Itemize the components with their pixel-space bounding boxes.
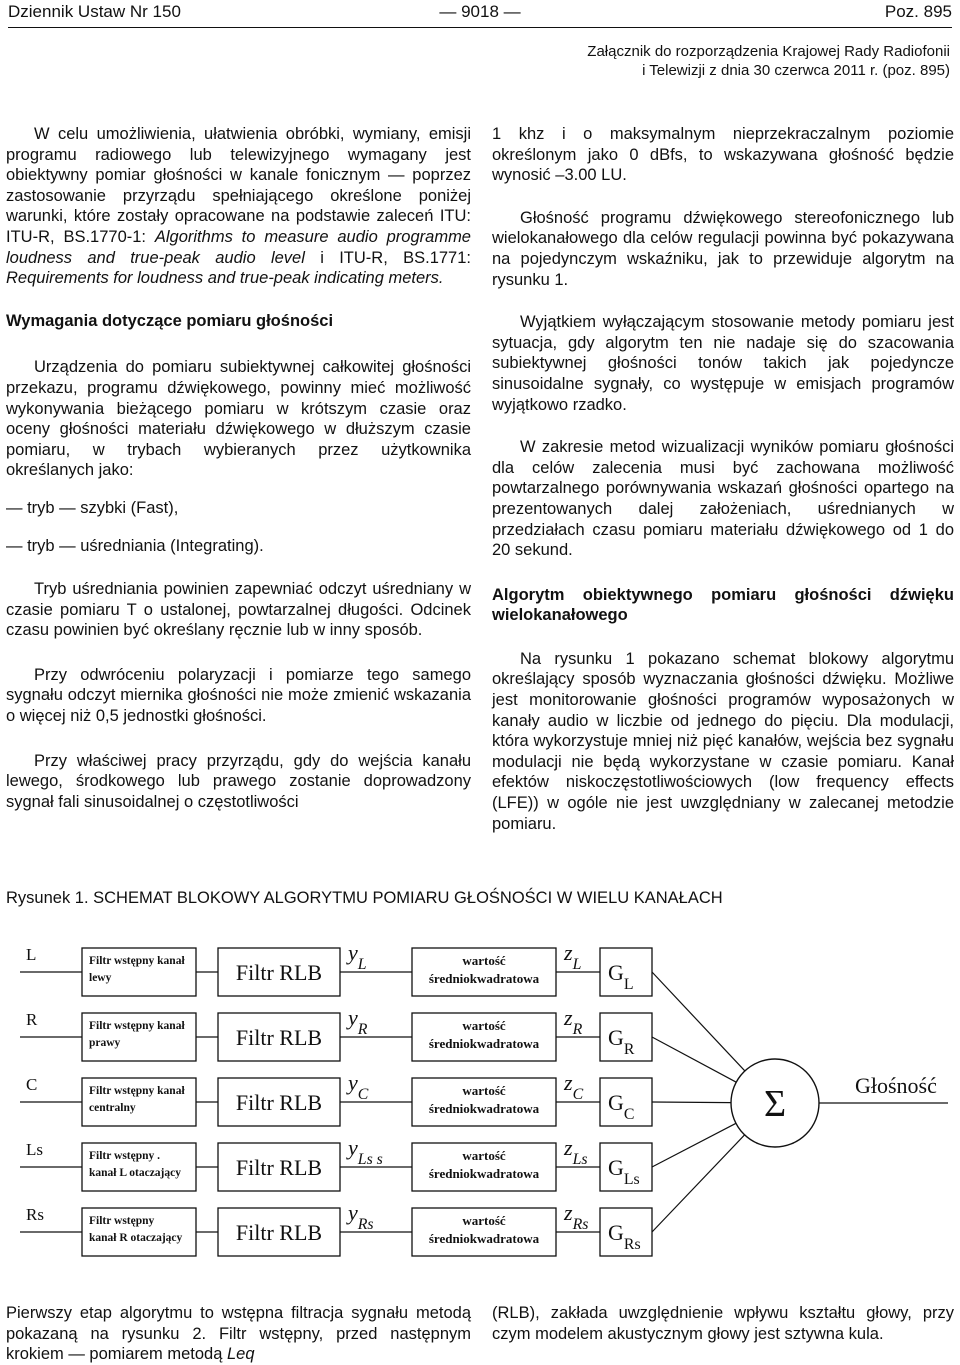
page-number: — 9018 — xyxy=(439,2,521,21)
algorithm-paragraph: Na rysunku 1 pokazano schemat blokowy algorytmu określający sposób wyznaczania głośności dźwięku. Możliwe jest monitorowanie głośności programów wyposażonych w kanały audio w liczbie od jednego do pięciu. Dla modulacji, która wykorzystuje mniej niż pięć kanałów, wejścia bez sygnału modulacji nie będą wykorzystane w czasie pomiaru. Kanał efektów niskoczęstotliwościowych (low frequency effects (LFE)) w ogóle nie jest uwzględniany w zalecanej metodzie pomiaru. xyxy=(492,649,954,833)
z-signal-label: $z_R$ xyxy=(564,1005,583,1038)
right-column xyxy=(492,124,954,834)
channel-input-label: C xyxy=(26,1075,38,1094)
sum-link-line xyxy=(652,1123,736,1167)
intro-mid: i ITU-R, BS.1771: xyxy=(304,248,471,267)
position-number: Poz. 895 xyxy=(884,2,952,21)
y-signal-label: $y_R$ xyxy=(348,1005,368,1038)
sum-link-line xyxy=(652,972,745,1071)
header-rule xyxy=(8,27,952,28)
sine-paragraph: Przy właściwej pracy przyrządu, gdy do wejścia kanału lewego, środkowego lub prawego zostanie doprowadzony sygnał fali sinusoidalnej o częstotliwości xyxy=(6,751,471,811)
prefilter-label-2: centralny xyxy=(89,1102,136,1114)
z-signal-label: $z_C$ xyxy=(564,1070,584,1103)
block-diagram xyxy=(0,928,960,1258)
gain-label: $G_R$ xyxy=(608,1025,635,1058)
intro-paragraph xyxy=(6,124,471,289)
mean-square-label-1: wartość xyxy=(462,953,506,968)
annex-line-1: Załącznik do rozporządzenia Krajowej Rady Radiofonii xyxy=(587,43,950,60)
mean-square-label-1: wartość xyxy=(462,1213,506,1228)
sigma-symbol: Σ xyxy=(763,1083,787,1125)
rlb-label: Filtr RLB xyxy=(235,1025,323,1050)
figure-caption: Rysunek 1. SCHEMAT BLOKOWY ALGORYTMU POMIARU GŁOŚNOŚCI W WIELU KANAŁACH xyxy=(6,889,723,907)
sum-link-line xyxy=(652,1102,731,1103)
mode-fast: — tryb — szybki (Fast), xyxy=(6,498,179,517)
mean-square-label-1: wartość xyxy=(462,1083,506,1098)
rlb-paragraph: (RLB), zakłada uwzględnienie wpływu kształtu głowy, przy czym modelem akustycznym głowy jest sztywna kula. xyxy=(492,1304,954,1343)
prefilter-label-2: kanał R otaczający xyxy=(89,1232,183,1244)
channel-input-label: Ls xyxy=(26,1140,43,1159)
journal-title: Dziennik Ustaw Nr 150 xyxy=(8,2,181,21)
channel-input-label: R xyxy=(26,1010,38,1029)
rlb-label: Filtr RLB xyxy=(235,1155,323,1180)
gain-label: $G_{Ls}$ xyxy=(608,1155,640,1188)
prefilter-label-1: Filtr wstępny xyxy=(89,1215,155,1227)
section-heading-requirements: Wymagania dotyczące pomiaru głośności xyxy=(6,311,334,330)
z-signal-label: $z_L$ xyxy=(564,940,582,973)
mean-square-label-1: wartość xyxy=(462,1148,506,1163)
prefilter-label-2: prawy xyxy=(89,1037,121,1049)
requirements-paragraph: Urządzenia do pomiaru subiektywnej całkowitej głośności przekazu, programu dźwiękowego, powinny mieć możliwość wykonywania bieżącego pomiaru w krótszym czasie oraz oceny głośności materiału dźwiękowego w dłuższym czasie pomiaru, w trybach wybieranych przez użytkownika określanych jako: xyxy=(6,358,471,480)
visualization-paragraph: W zakresie metod wizualizacji wyników pomiaru głośności dla celów zalecenia musi być zachowana możliwość powtarzalnego porównywania wskazań głośności opartego na prezentowanych dalej założeniach, uśrednianych w przedziałach czasu pomiaru materiału dźwiękowego od 1 do 20 sekund. xyxy=(492,438,954,560)
y-signal-label: $y_{Ls s}$ xyxy=(348,1135,383,1168)
itu-1771-title: Requirements for loudness and true-peak indicating meters. xyxy=(6,269,444,288)
prefilter-label-1: Filtr wstępny kanał xyxy=(89,1020,185,1032)
prefilter-label-2: lewy xyxy=(89,972,112,984)
intro-text: W celu umożliwienia, ułatwienia obróbki, wymiany, emisji programu radiowego lub telewizyjnego wymagany jest obiektywny pomiar głośności w kanale fonicznym — poprzez zastosowanie przyrządu spełniającego określone poniżej warunki, które zostały opracowane na podstawie zaleceń ITU: ITU-R, BS.1770-1: xyxy=(6,125,471,246)
mean-square-label-2: średniokwadratowa xyxy=(428,1101,540,1116)
annex-note xyxy=(587,42,950,80)
gain-label: $G_C$ xyxy=(608,1090,635,1123)
mean-square-label-2: średniokwadratowa xyxy=(428,1166,540,1181)
diagram-row-ls xyxy=(20,1123,736,1191)
gain-label: $G_L$ xyxy=(608,960,634,993)
channel-input-label: L xyxy=(26,945,37,964)
mean-square-label-2: średniokwadratowa xyxy=(428,1231,540,1246)
averaging-paragraph: Tryb uśredniania powinien zapewniać odczyt uśredniany w czasie pomiaru T o ustalonej, powtarzalnej długości. Odcinek czasu powinien być określany ręcznie lub w inny sposób. xyxy=(6,580,471,640)
sum-link-line xyxy=(652,1135,745,1232)
mean-square-label-2: średniokwadratowa xyxy=(428,1036,540,1051)
exception-paragraph: Wyjątkiem wyłączającym stosowanie metody pomiaru jest sytuacja, gdy algorytm ten nie nadaje się do szacowania subiektywnej głośności tonów takich jak pojedyncze sinusoidalne sygnały, co występuje w emisjach programów wyjątkowo rzadko. xyxy=(492,313,954,414)
annex-line-2: i Telewizji z dnia 30 czerwca 2011 r. (poz. 895) xyxy=(642,62,950,79)
prefilter-label-1: Filtr wstępny kanał xyxy=(89,1085,185,1097)
z-signal-label: $z_{Ls}$ xyxy=(564,1135,588,1168)
left-column xyxy=(6,124,471,812)
stereo-paragraph: Głośność programu dźwiękowego stereofonicznego lub wielokanałowego dla celów regulacji powinna być pokazywana na pojedynczym wskaźniku, jak to przewiduje algorytm na rysunku 1. xyxy=(492,208,954,289)
y-signal-label: $y_C$ xyxy=(348,1070,369,1103)
sum-link-line xyxy=(652,1037,736,1082)
channel-input-label: Rs xyxy=(26,1205,44,1224)
page-header xyxy=(8,2,952,26)
bottom-left-column xyxy=(6,1303,471,1365)
mean-square-label-1: wartość xyxy=(462,1018,506,1033)
gain-label: $G_{Rs}$ xyxy=(608,1220,641,1253)
z-signal-label: $z_{Rs}$ xyxy=(564,1200,589,1233)
prefilter-paragraph xyxy=(6,1303,471,1365)
prefilter-text: Pierwszy etap algorytmu to wstępna filtracja sygnału metodą pokazaną na rysunku 2. Filtr wstępny, przed następnym krokiem — pomiarem metodą xyxy=(6,1304,471,1364)
section-heading-algorithm: Algorytm obiektywnego pomiaru głośności dźwięku wielokanałowego xyxy=(492,585,954,625)
mean-square-label-2: średniokwadratowa xyxy=(428,971,540,986)
bottom-right-column xyxy=(492,1303,954,1344)
diagram-row-c xyxy=(20,1070,731,1126)
level-paragraph: 1 khz i o maksymalnym nieprzekraczalnym poziomie określonym jako 0 dBfs, to wskazywana głośność będzie wynosić –3.00 LU. xyxy=(492,125,954,185)
mode-integrating: — tryb — uśredniania (Integrating). xyxy=(6,536,264,555)
prefilter-label-1: Filtr wstępny . xyxy=(89,1150,161,1162)
rlb-label: Filtr RLB xyxy=(235,960,323,985)
itu-1770-title: Algorithms to measure audio programme loudness and true-peak audio level xyxy=(6,227,471,267)
polarity-paragraph: Przy odwróceniu polaryzacji i pomiarze tego samego sygnału odczyt miernika głośności nie może zmienić wskazania o więcej niż 0,5 jednostki głośności. xyxy=(6,665,471,726)
y-signal-label: $y_L$ xyxy=(348,940,367,973)
prefilter-label-1: Filtr wstępny kanał xyxy=(89,955,185,967)
rlb-label: Filtr RLB xyxy=(235,1220,323,1245)
rlb-label: Filtr RLB xyxy=(235,1090,323,1115)
leq-term: Leq xyxy=(227,1345,255,1364)
diagram-row-r xyxy=(20,1005,736,1082)
y-signal-label: $y_{Rs}$ xyxy=(348,1200,374,1233)
output-label: Głośność xyxy=(855,1073,937,1098)
prefilter-label-2: kanał L otaczający xyxy=(89,1167,181,1179)
